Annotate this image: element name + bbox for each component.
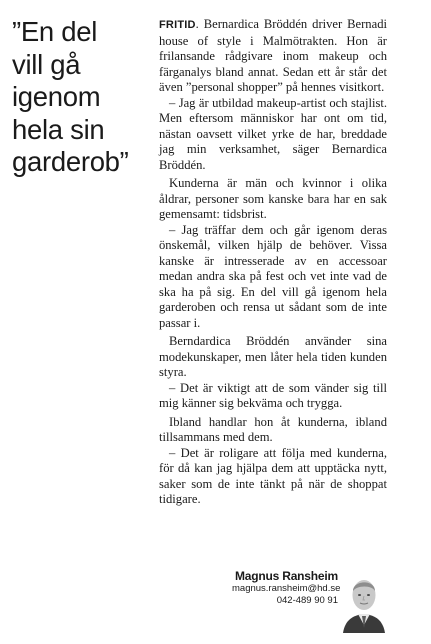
article-kicker: FRITID — [159, 19, 196, 31]
article-body — [159, 17, 387, 508]
pull-quote-line: ”En del — [12, 16, 98, 47]
article-paragraph: Kunderna är män och kvinnor i olika åldrar, personer som kanske bara har en sak gemensamt: tidsbrist. — [159, 176, 387, 221]
byline — [232, 569, 341, 607]
article-paragraph: – Jag träffar dem och går igenom deras önskemål, vilken hjälp de behöver. Vissa kanske är intresserade av en accessoar medan andra ska på fest och vet inte vad de ska ha på sig. En del vill gå igenom hela garderoben och rensa ut sådant som de inte passar i. — [159, 222, 387, 330]
article-paragraph: – Jag är utbildad makeup-artist och stajlist. Men eftersom människor har ont om tid, nästan oavsett vilket yrke de har, breddade jag min verksamhet, säger Bernardica Bröddén. — [159, 95, 387, 172]
article-paragraph: Berndardica Bröddén använder sina modekunskaper, men låter hela tiden kunden styra. — [159, 334, 387, 379]
pull-quote-line: igenom — [12, 81, 101, 112]
article-lead-text: . Bernardica Bröddén driver Bernadi house of style i Malmötrakten. Hon är frilansande rådgivare inom makeup och färganalys bland annat. Sedan ett år står det även ”personal shopper” på hennes visitkort. — [159, 17, 387, 94]
author-photo — [341, 570, 387, 633]
author-phone: 042-489 90 91 — [276, 595, 338, 606]
pull-quote-line: vill gå — [12, 48, 81, 80]
pull-quote-line: garderob” — [12, 146, 129, 177]
pull-quote-line: hela sin — [12, 113, 105, 145]
article-paragraph: – Det är roligare att följa med kunderna, för då kan jag hjälpa dem att upptäcka nytt, saker som de inte tänkt på när de shoppat tidigare. — [159, 445, 387, 506]
article-paragraph — [159, 17, 387, 96]
author-email: magnus.ransheim@hd.se — [232, 583, 341, 594]
author-portrait-icon — [341, 570, 387, 633]
pull-quote — [12, 16, 162, 179]
article-paragraph: Ibland handlar hon åt kunderna, ibland tillsammans med dem. — [159, 414, 387, 444]
article-paragraph: – Det är viktigt att de som vänder sig till mig känner sig bekväma och trygga. — [159, 380, 387, 410]
author-name: Magnus Ransheim — [234, 569, 338, 583]
